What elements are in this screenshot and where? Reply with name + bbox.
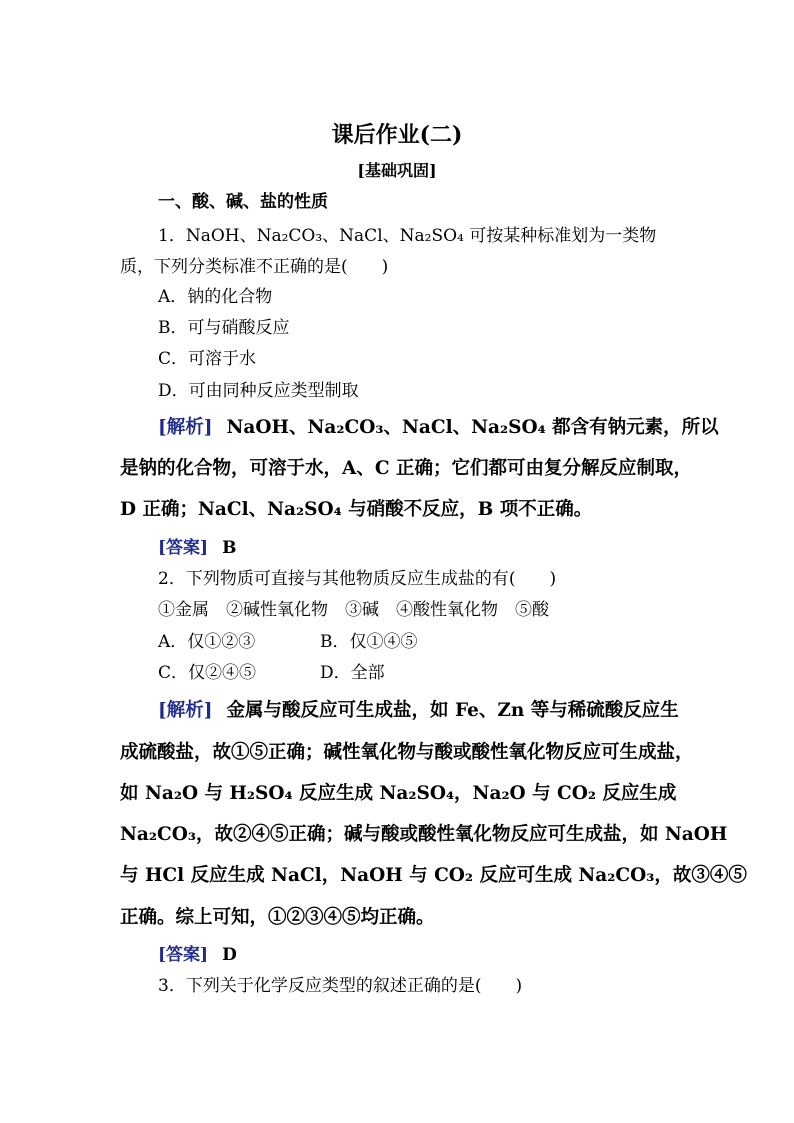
q1-stem-line-1: 1．NaOH、Na₂CO₃、NaCl、Na₂SO₄ 可按某种标准划为一类物 (158, 226, 657, 246)
analysis-tag: [解析] (158, 700, 213, 721)
section-heading: 一、酸、碱、盐的性质 (158, 192, 328, 212)
q1-option-a: A．钠的化合物 (158, 287, 273, 307)
q2-analysis-line-4: Na₂CO₃，故②④⑤正确；碱与酸或酸性氧化物反应可生成盐，如 NaOH (120, 824, 728, 845)
q1-analysis-line-1 (158, 415, 719, 441)
q1-option-d: D．可由同种反应类型制取 (158, 381, 359, 401)
q2-analysis-line-5: 与 HCl 反应生成 NaCl，NaOH 与 CO₂ 反应可生成 Na₂CO₃，故③④⑤ (120, 865, 747, 886)
q1-analysis-line-2: 是钠的化合物，可溶于水，A、C 正确；它们都可由复分解反应制取， (120, 458, 693, 479)
q2-option-d: D．全部 (320, 663, 385, 683)
answer-tag: [答案] (158, 538, 209, 558)
q1-stem-line-2: 质，下列分类标准不正确的是( ) (120, 257, 389, 277)
answer-tag: [答案] (158, 945, 209, 965)
q2-items: ①金属 ②碱性氧化物 ③碱 ④酸性氧化物 ⑤酸 (158, 600, 549, 620)
section-subtitle: [基础巩固] (357, 161, 437, 180)
q2-analysis-text-1: 金属与酸反应可生成盐，如 Fe、Zn 等与稀硫酸反应生 (226, 700, 679, 721)
q2-option-b: B．仅①④⑤ (320, 632, 418, 652)
q1-answer (158, 537, 236, 559)
q2-option-a: A．仅①②③ (158, 632, 256, 652)
q2-analysis-line-3: 如 Na₂O 与 H₂SO₄ 反应生成 Na₂SO₄，Na₂O 与 CO₂ 反应生成 (120, 783, 677, 804)
q2-stem: 2．下列物质可直接与其他物质反应生成盐的有( ) (158, 569, 557, 589)
q2-option-c: C．仅②④⑤ (158, 663, 257, 683)
q3-stem: 3．下列关于化学反应类型的叙述正确的是( ) (158, 976, 523, 996)
q1-option-c: C．可溶于水 (158, 349, 257, 369)
q1-analysis-line-3: D 正确；NaCl、Na₂SO₄ 与硝酸不反应，B 项不正确。 (120, 499, 593, 520)
q2-analysis-line-2: 成硫酸盐，故①⑤正确；碱性氧化物与酸或酸性氧化物反应可生成盐， (120, 742, 694, 763)
q1-answer-value: B (222, 538, 237, 558)
analysis-tag: [解析] (158, 417, 213, 438)
q2-analysis-line-1 (158, 698, 679, 724)
q1-option-b: B．可与硝酸反应 (158, 318, 290, 338)
q2-answer-value: D (222, 945, 237, 965)
q2-answer (158, 944, 237, 966)
page-title: 课后作业(二) (331, 122, 463, 148)
q2-analysis-line-6: 正确。综上可知，①②③④⑤均正确。 (120, 907, 435, 928)
q1-analysis-text-1: NaOH、Na₂CO₃、NaCl、Na₂SO₄ 都含有钠元素，所以 (226, 417, 719, 438)
